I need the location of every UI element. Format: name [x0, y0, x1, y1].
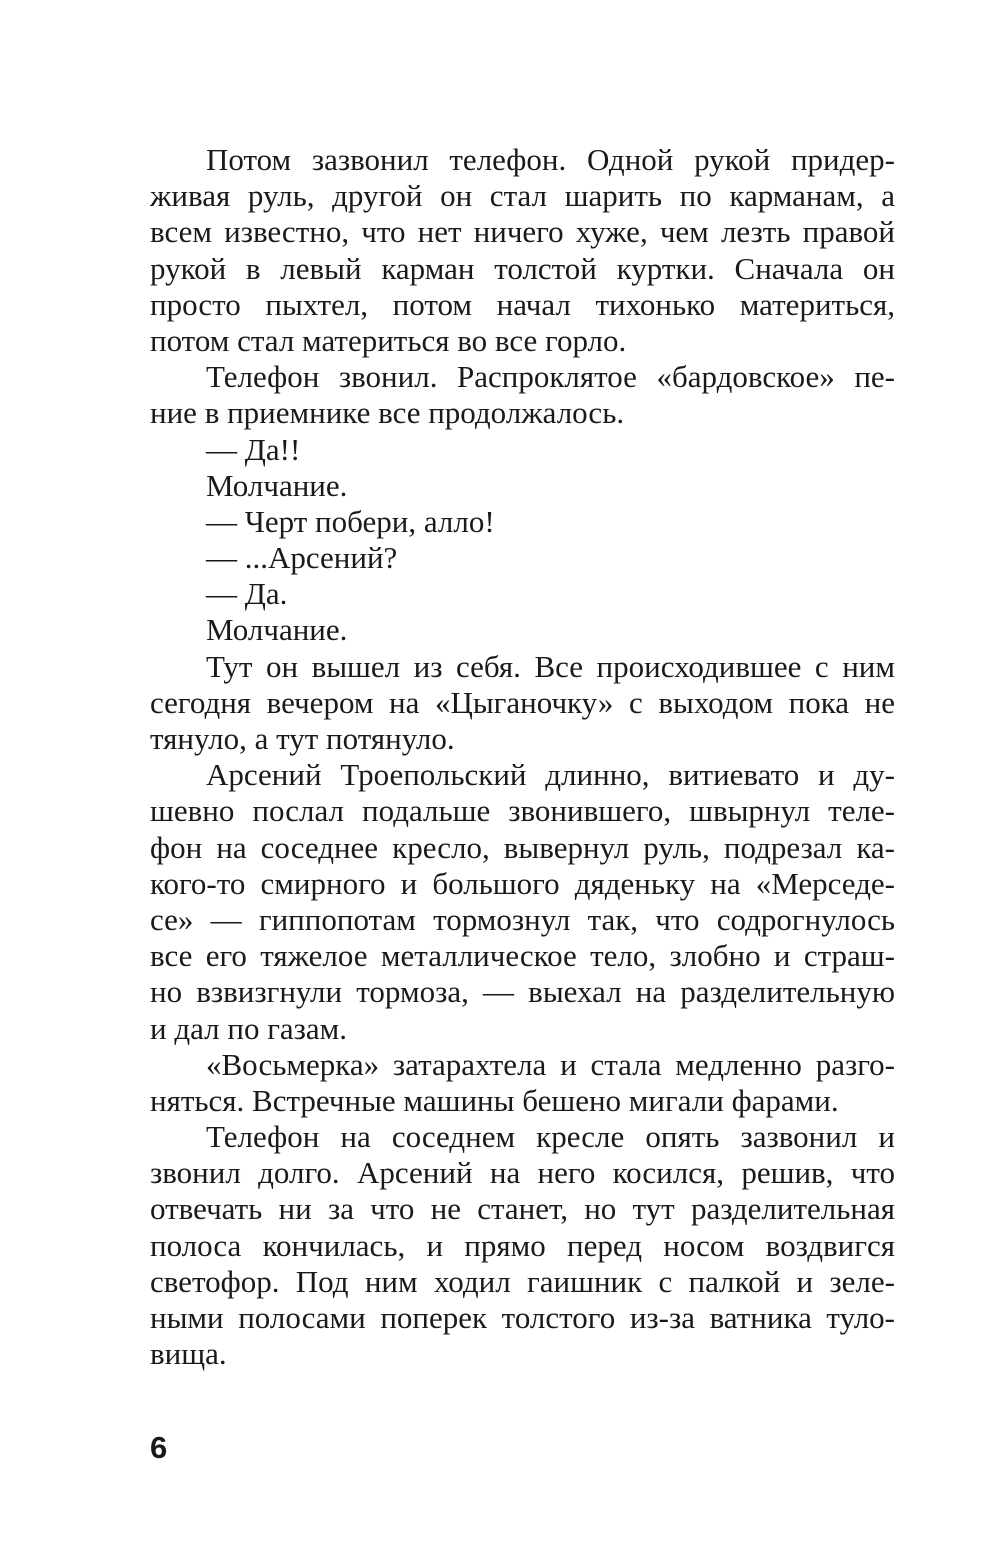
text-line: «Восьмерка» затарахтела и стала медленно разго-: [206, 1046, 895, 1082]
text-line: полоса кончилась, и прямо перед носом воздвигся: [150, 1227, 895, 1263]
page-number: 6: [150, 1430, 168, 1465]
text-line: шевно послал подальше звонившего, швырнул теле-: [150, 793, 895, 829]
text-line: няться. Встречные машины бешено мигали фарами.: [150, 1082, 839, 1118]
text-line: се» — гиппопотам тормознул так, что содрогнулось: [150, 901, 895, 937]
text-line: просто пыхтел, потом начал тихонько материться,: [150, 286, 895, 322]
text-line: кого-то смирного и большого дяденьку на «Мерседе-: [150, 865, 895, 901]
text-line: всем известно, что нет ничего хуже, чем лезть правой: [150, 214, 895, 250]
text-line: — Да.: [206, 576, 288, 612]
text-line: Арсений Троепольский длинно, витиевато и ду-: [206, 757, 895, 793]
text-line: звонил долго. Арсений на него косился, решив, что: [150, 1155, 895, 1191]
text-line: светофор. Под ним ходил гаишник с палкой и зеле-: [150, 1263, 895, 1299]
text-line: потом стал материться во все горло.: [150, 322, 627, 358]
text-line: Тут он вышел из себя. Все происходившее с ним: [206, 648, 895, 684]
page-body-text: [150, 142, 895, 1372]
text-line: ными полосами поперек толстого из-за ватника туло-: [150, 1300, 895, 1335]
text-line: живая руль, другой он стал шарить по карманам, а: [150, 178, 895, 214]
text-line: Молчание.: [206, 612, 348, 648]
text-line: Потом зазвонил телефон. Одной рукой придер-: [206, 142, 895, 177]
text-line: фон на соседнее кресло, вывернул руль, подрезал ка-: [150, 829, 895, 865]
text-line: вища.: [150, 1336, 227, 1372]
text-line: сегодня вечером на «Цыганочку» с выходом пока не: [150, 684, 895, 720]
text-line: все его тяжелое металлическое тело, злобно и страш-: [150, 938, 895, 974]
text-line: Телефон звонил. Распроклятое «бардовское» пе-: [206, 359, 895, 395]
text-line: Телефон на соседнем кресле опять зазвонил и: [206, 1119, 895, 1155]
text-line: и дал по газам.: [150, 1010, 348, 1046]
text-line: Молчание.: [206, 467, 348, 503]
text-line: отвечать ни за что не станет, но тут разделительная: [150, 1191, 895, 1227]
text-line: — Черт побери, алло!: [206, 503, 495, 539]
text-line: — Да!!: [206, 431, 301, 467]
text-line: но взвизгнули тормоза, — выехал на разделительную: [150, 974, 895, 1010]
text-line: тянуло, а тут потянуло.: [150, 721, 455, 756]
text-line: ние в приемнике все продолжалось.: [150, 395, 625, 431]
text-line: рукой в левый карман толстой куртки. Сначала он: [150, 250, 895, 286]
text-line: — ...Арсений?: [206, 540, 398, 576]
